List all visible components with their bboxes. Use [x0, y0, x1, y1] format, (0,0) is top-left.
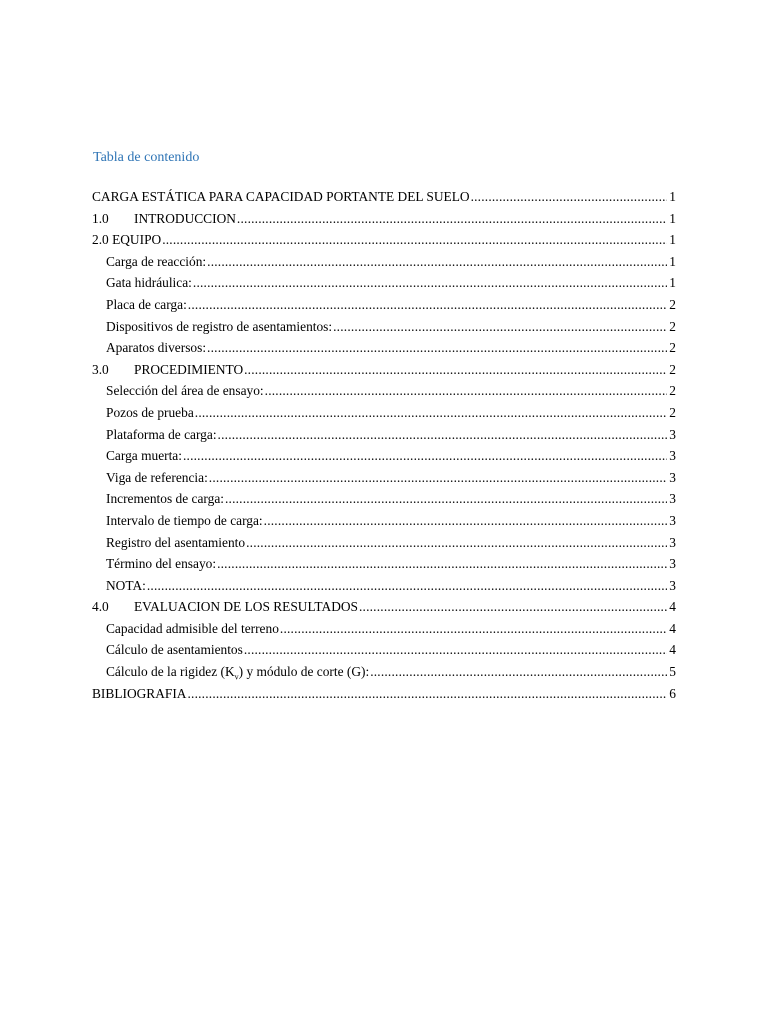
toc-entry-page: 4 [669, 642, 676, 658]
subscript-v: v [234, 672, 239, 682]
toc-dot-leader [188, 294, 667, 316]
toc-dot-leader [217, 553, 667, 575]
toc-entry-title: Cálculo de asentamientos [106, 642, 243, 658]
toc-entry[interactable] [92, 510, 676, 532]
toc-dot-leader [209, 467, 667, 489]
toc-entry[interactable] [92, 618, 676, 640]
toc-dot-leader [280, 618, 667, 640]
toc-entry[interactable] [92, 251, 676, 273]
toc-entry-title: INTRODUCCION [134, 210, 236, 226]
toc-entry[interactable] [92, 467, 676, 489]
toc-entry-title: NOTA: [106, 577, 146, 593]
toc-dot-leader [244, 639, 667, 661]
toc-entry-page: 3 [669, 426, 676, 442]
toc-entry-title: Carga de reacción: [106, 253, 207, 269]
toc-entry[interactable] [92, 639, 676, 661]
toc-entry-page: 2 [669, 340, 676, 356]
toc-entry-title: Plataforma de carga: [106, 426, 217, 442]
toc-entry-page: 1 [669, 189, 676, 204]
toc-entry-title: Capacidad admisible del terreno [106, 620, 279, 636]
toc-entry-page: 3 [669, 577, 676, 593]
toc-dot-leader [147, 575, 667, 597]
toc-entry[interactable] [92, 661, 676, 683]
toc-entry-title: PROCEDIMIENTO [134, 361, 244, 377]
toc-entry-number: 4.0 [92, 599, 109, 615]
toc-dot-leader [359, 596, 667, 618]
toc-entry-page: 2 [669, 383, 676, 399]
toc-dot-leader [187, 683, 667, 705]
toc-entry-page: 2 [669, 318, 676, 334]
toc-dot-leader [195, 402, 667, 424]
toc-entry-title: Registro del asentamiento [106, 534, 246, 550]
table-of-contents [92, 186, 676, 704]
toc-entry-page: 2 [669, 361, 676, 377]
toc-dot-leader [183, 445, 667, 467]
toc-entry[interactable] [92, 337, 676, 359]
toc-dot-leader [265, 380, 667, 402]
toc-dot-leader [264, 510, 667, 532]
toc-entry-title: Cálculo de la rigidez $(K_v)$ y módulo de corte (G): [106, 664, 370, 682]
toc-entry-page: 3 [669, 534, 676, 550]
toc-entry-number: 3.0 [92, 361, 109, 377]
toc-entry-title: Incrementos de carga: [106, 491, 224, 507]
toc-entry-page: 2 [669, 296, 676, 312]
toc-entry[interactable] [92, 683, 676, 705]
toc-dot-leader [471, 186, 667, 208]
toc-entry-page: 2 [669, 404, 676, 420]
toc-entry[interactable] [92, 272, 676, 294]
toc-dot-leader [237, 208, 667, 230]
toc-entry[interactable] [92, 596, 676, 618]
toc-entry-page: 3 [669, 448, 676, 464]
toc-dot-leader [162, 229, 667, 251]
toc-entry-title: Aparatos diversos: [106, 340, 207, 356]
toc-entry-title: Selección del área de ensayo: [106, 383, 264, 399]
toc-entry[interactable] [92, 532, 676, 554]
toc-entry-page: 3 [669, 512, 676, 528]
toc-entry-title: EVALUACION DE LOS RESULTADOS [134, 599, 358, 615]
toc-entry-title: BIBLIOGRAFIA [92, 685, 187, 701]
toc-entry-title: Término del ensayo: [106, 556, 217, 572]
toc-entry[interactable] [92, 575, 676, 597]
toc-dot-leader [246, 532, 667, 554]
toc-entry-page: 4 [669, 620, 676, 636]
toc-entry-number: 1.0 [92, 210, 109, 226]
toc-entry-title: 2.0 EQUIPO [92, 232, 162, 248]
toc-heading: Tabla de contenido [93, 150, 200, 165]
toc-dot-leader [193, 272, 667, 294]
toc-entry-page: 6 [669, 685, 676, 701]
toc-entry-title: Intervalo de tiempo de carga: [106, 512, 263, 528]
toc-entry-page: 3 [669, 469, 676, 485]
toc-dot-leader [207, 337, 667, 359]
toc-entry[interactable] [92, 359, 676, 381]
toc-entry-page: 1 [669, 232, 676, 248]
toc-dot-leader [244, 359, 667, 381]
toc-entry[interactable] [92, 186, 676, 208]
toc-entry[interactable] [92, 445, 676, 467]
toc-dot-leader [370, 661, 667, 683]
toc-entry-title: Carga muerta: [106, 448, 182, 464]
toc-entry-title: CARGA ESTÁTICA PARA CAPACIDAD PORTANTE DEL SUELO [92, 189, 470, 204]
toc-entry-title: Dispositivos de registro de asentamientos: [106, 318, 333, 334]
toc-entry-page: 1 [669, 253, 676, 269]
toc-dot-leader [333, 316, 667, 338]
toc-entry-page: 5 [669, 664, 676, 680]
toc-entry-page: 3 [669, 556, 676, 572]
toc-entry-page: 1 [669, 210, 676, 226]
toc-entry[interactable] [92, 316, 676, 338]
toc-dot-leader [218, 424, 667, 446]
toc-entry[interactable] [92, 553, 676, 575]
toc-entry-title: Gata hidráulica: [106, 275, 192, 291]
toc-entry[interactable] [92, 424, 676, 446]
toc-entry[interactable] [92, 229, 676, 251]
toc-entry-page: 1 [669, 275, 676, 291]
toc-entry[interactable] [92, 380, 676, 402]
toc-entry-page: 4 [669, 599, 676, 615]
toc-entry-title: Pozos de prueba [106, 404, 194, 420]
toc-dot-leader [225, 488, 667, 510]
toc-entry-title: Viga de referencia: [106, 469, 208, 485]
toc-dot-leader [207, 251, 667, 273]
toc-entry[interactable] [92, 208, 676, 230]
toc-entry[interactable] [92, 488, 676, 510]
toc-entry-title: Placa de carga: [106, 296, 187, 312]
toc-entry-page: 3 [669, 491, 676, 507]
toc-entry[interactable] [92, 294, 676, 316]
toc-entry[interactable] [92, 402, 676, 424]
